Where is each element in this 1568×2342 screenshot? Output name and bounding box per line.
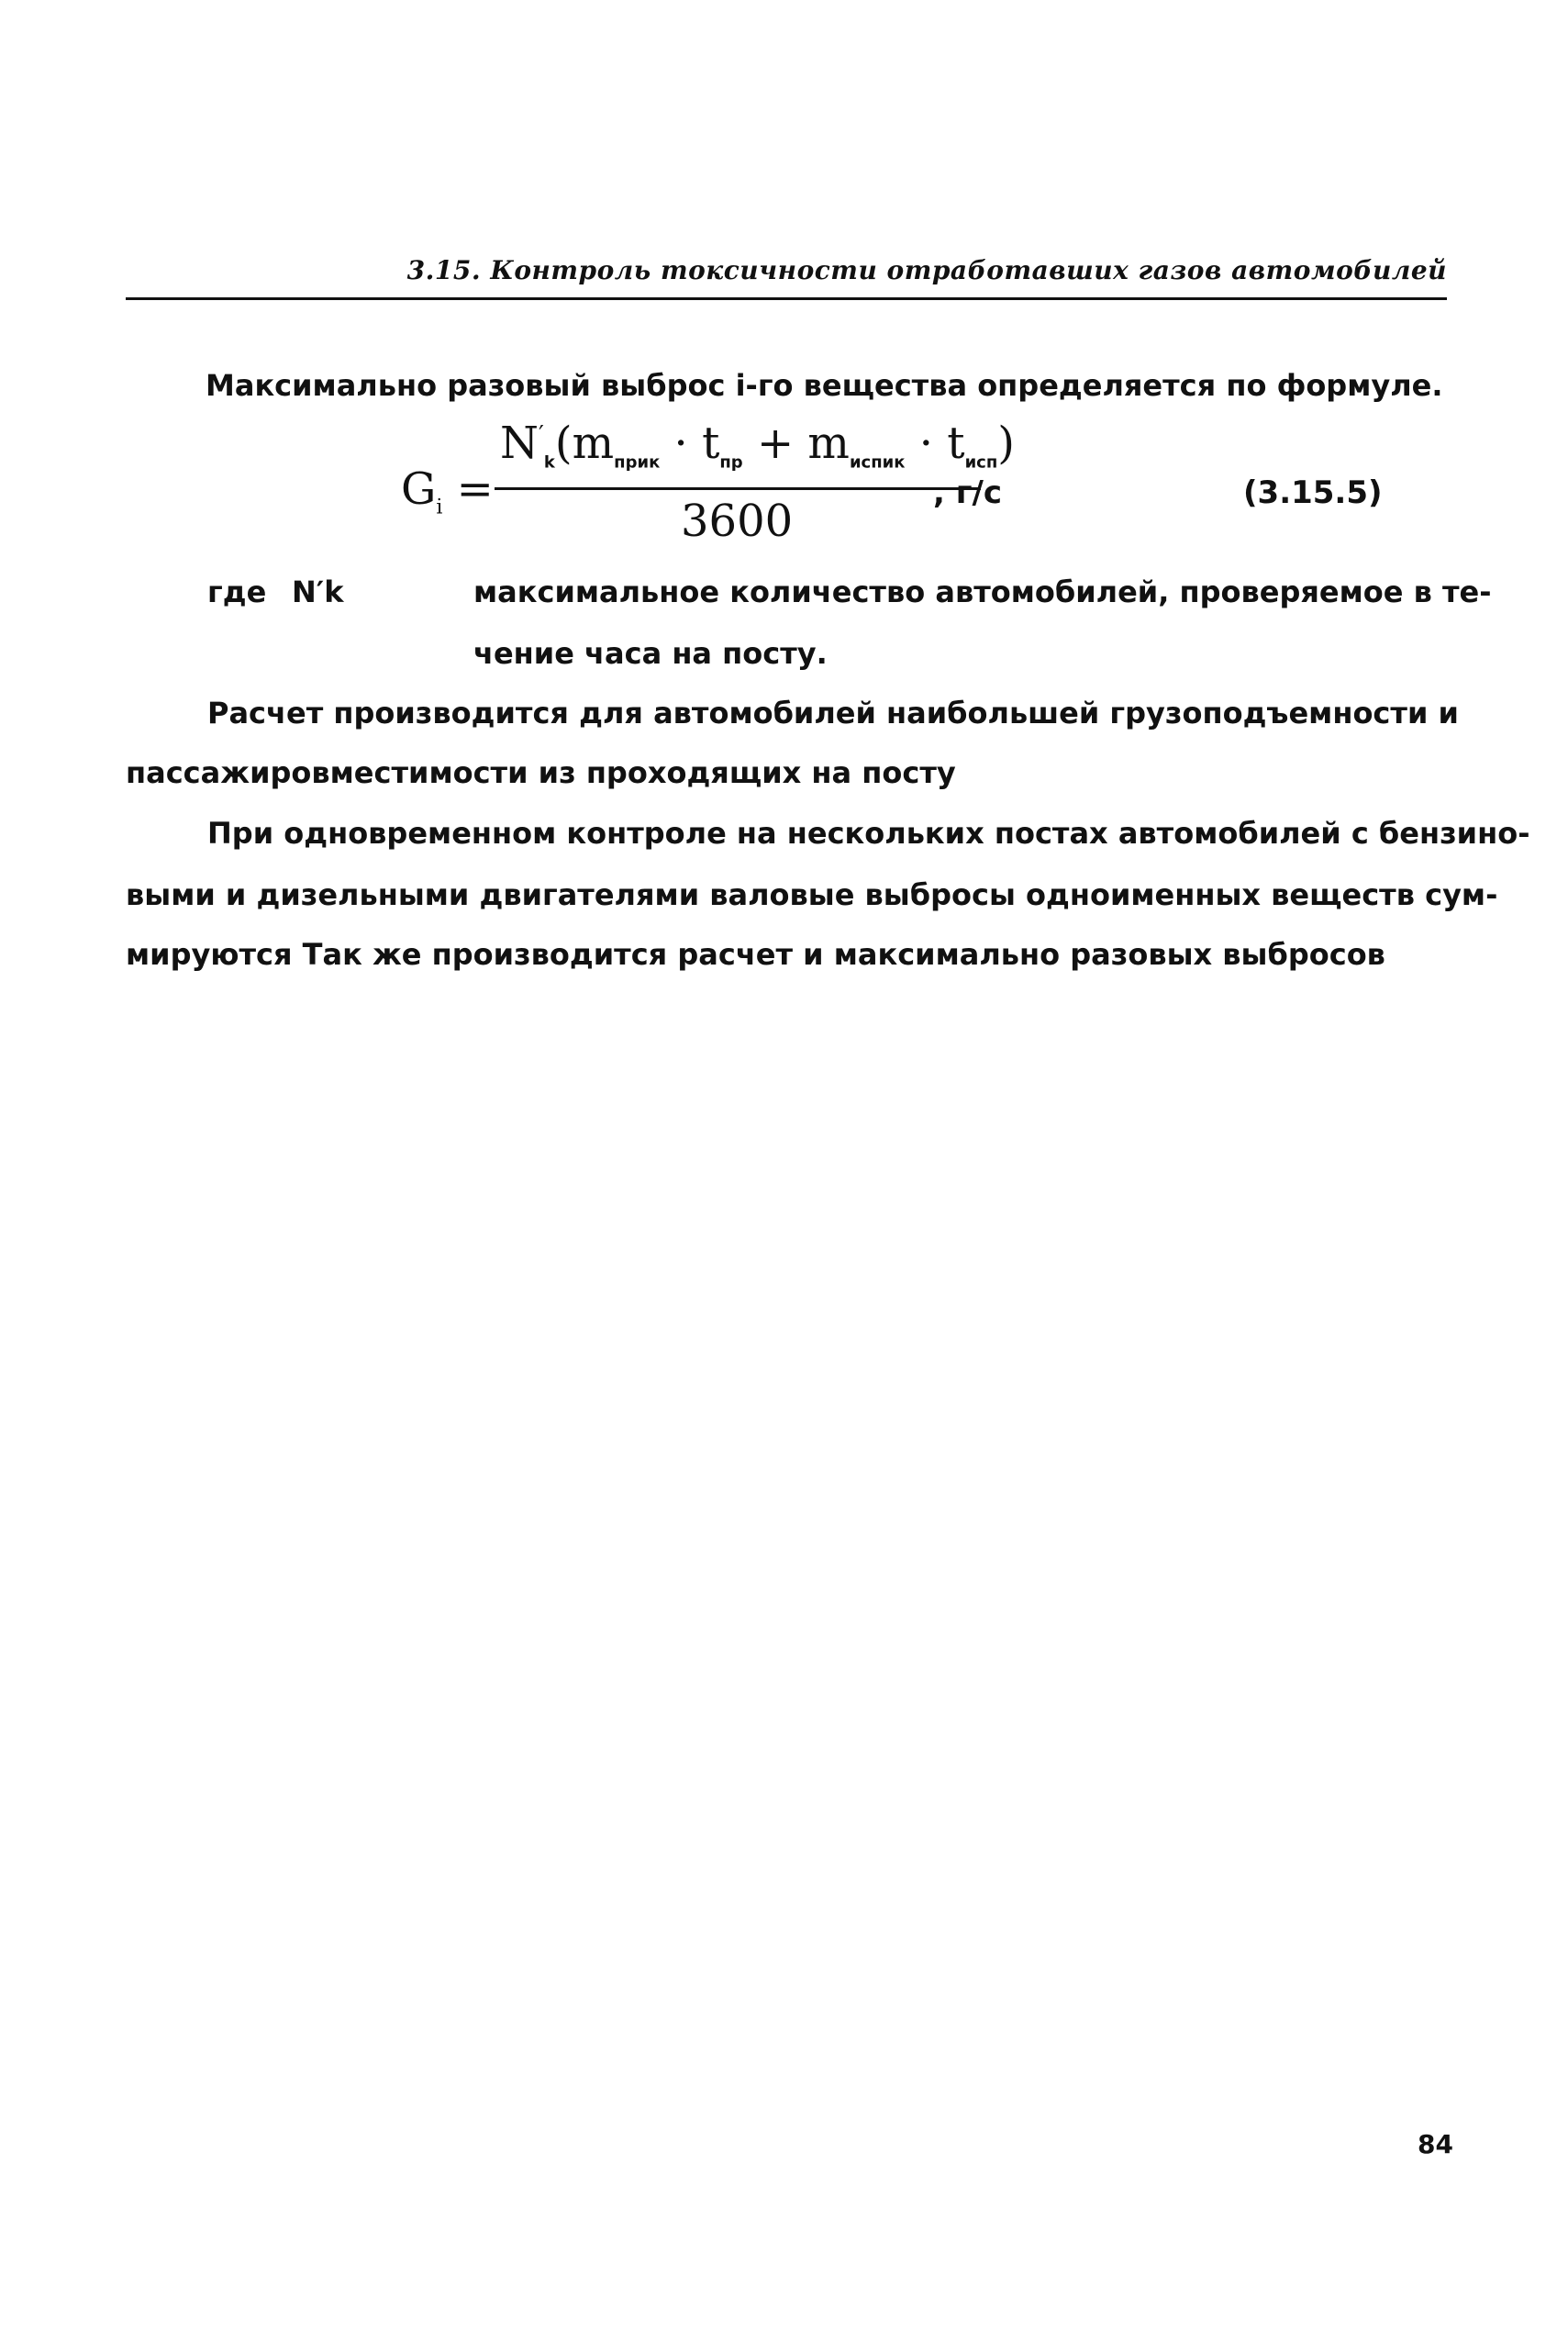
paragraph-2-line-1: При одновременном контроле на нескольких постах автомобилей с бензино-: [207, 816, 1530, 851]
formula-3-15-5: [401, 418, 1383, 555]
formula-denominator: 3600: [681, 496, 794, 547]
equation-number: (3.15.5): [1243, 474, 1383, 511]
paragraph-2-line-2: выми и дизельными двигателями валовые выбросы одноименных веществ сум-: [126, 877, 1498, 912]
formula-lhs: $G_i$ =: [401, 463, 494, 519]
where-symbol: N′k: [292, 574, 344, 609]
where-definition-line-2: чение часа на посту.: [473, 636, 828, 671]
paragraph-1-line-2: пассажировместимости из проходящих на посту: [126, 755, 956, 790]
intro-line: Максимально разовый выброс i-го вещества определяется по формуле.: [206, 368, 1443, 403]
paragraph-1-line-1: Расчет производится для автомобилей наибольшей грузоподъемности и: [207, 696, 1459, 730]
formula-unit: , г/с: [933, 474, 1003, 511]
fraction-bar: [495, 487, 981, 490]
paragraph-2-line-3: мируются Так же производится расчет и максимально разовых выбросов: [126, 937, 1385, 972]
page-number: 84: [1418, 2129, 1453, 2159]
running-header: 3.15. Контроль токсичности отработавших газов автомобилей: [406, 255, 1447, 285]
header-rule: [126, 297, 1447, 300]
formula-numerator: $N'_k(m_{прик} \cdot t_{пр} + m_{испик} \cdot t_{исп})$: [500, 418, 1016, 473]
where-definition-line-1: максимальное количество автомобилей, проверяемое в те-: [473, 574, 1492, 609]
where-label: где: [207, 574, 267, 609]
